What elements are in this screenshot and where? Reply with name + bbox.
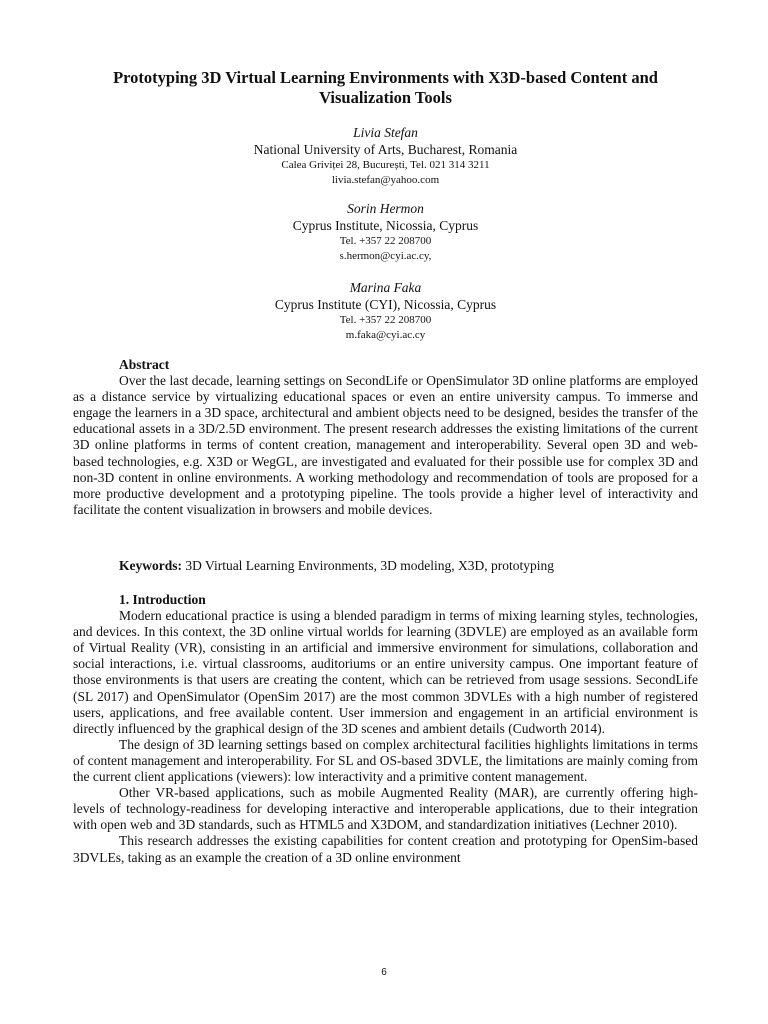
- keywords-section: [73, 558, 698, 574]
- page-number: 6: [381, 967, 387, 978]
- paragraph: Modern educational practice is using a blended paradigm in terms of mixing learning styles, technologies, and devices. In this context, the 3D online virtual worlds for learning (3DVLE) are employed as an available form of Virtual Reality (VR), consisting in an artificial and immersive environment for simulations, collaboration and social interactions, i.e. virtual classrooms, auditoriums or an entire university campus. One important feature of those environments is that users are creating the content, which can be retrieved from usage sessions. SecondLife (SL 2017) and OpenSimulator (OpenSim 2017) are the most common 3DVLEs with a high number of registered users, applications, and free available content. User immersion and engagement in an artificial environment is directly influenced by the graphical design of the 3D scenes and ambient details (Cudworth 2014).: [73, 608, 698, 736]
- paragraph: Other VR-based applications, such as mobile Augmented Reality (MAR), are currently offering high-levels of technology-readiness for developing interactive and interoperable applications, due to their integration with open web and 3D standards, such as HTML5 and X3DOM, and standardization initiatives (Lechner 2010).: [73, 785, 698, 833]
- author-institution: National University of Arts, Bucharest, Romania: [253, 142, 518, 157]
- author-email: m.faka@cyi.ac.cy: [345, 329, 426, 341]
- author-block-1: [73, 124, 698, 188]
- author-name: Marina Faka: [349, 280, 422, 295]
- paper-title: Prototyping 3D Virtual Learning Environments with X3D-based Content and Visualization Tools: [113, 68, 658, 107]
- keywords-label: Keywords:: [119, 558, 182, 573]
- introduction-section: [73, 592, 698, 866]
- abstract-heading: Abstract: [119, 357, 170, 372]
- author-email: s.hermon@cyi.ac.cy,: [339, 250, 432, 262]
- paragraph: This research addresses the existing capabilities for content creation and prototyping for OpenSim-based 3DVLEs, taking as an example the creation of a 3D online environment: [73, 833, 698, 865]
- author-address: Tel. +357 22 208700: [339, 314, 432, 326]
- abstract-section: [73, 357, 698, 518]
- paragraph: The design of 3D learning settings based on complex architectural facilities highlights limitations in terms of content management and interoperability. For SL and OS-based 3DVLE, the limitations are mainly coming from the current client applications (viewers): low interactivity and a primitive content management.: [73, 736, 698, 785]
- author-block-3: [73, 279, 698, 343]
- author-name: Livia Stefan: [353, 125, 418, 140]
- author-address: Calea Griviței 28, București, Tel. 021 314 3211: [281, 159, 490, 171]
- author-email: livia.stefan@yahoo.com: [331, 174, 440, 186]
- author-address: Tel. +357 22 208700: [339, 235, 432, 247]
- author-institution: Cyprus Institute, Nicossia, Cyprus: [292, 218, 479, 233]
- author-block-2: [73, 200, 698, 264]
- introduction-heading: 1. Introduction: [119, 592, 206, 607]
- author-name: Sorin Hermon: [347, 201, 424, 216]
- abstract-text: Over the last decade, learning settings on SecondLife or OpenSimulator 3D online platforms are employed as a distance service by virtualizing educational spaces or even an entire university campus. To immerse and engage the learners in a 3D space, architectural and ambient objects need to be designed, besides the transfer of the educational assets in a 3D/2.5D environment. The present research addresses the existing limitations of the current 3D online platforms in terms of content creation, management and interoperability. Several open 3D and web-based technologies, e.g. X3D or WegGL, are investigated and evaluated for their possible use for complex 3D and non-3D content in online environments. A working methodology and recommendation of tools are proposed for a more productive development and a prototyping pipeline. The tools provide a higher level of interactivity and facilitate the content visualization in browsers and mobile devices.: [73, 373, 698, 517]
- keywords-text: 3D Virtual Learning Environments, 3D modeling, X3D, prototyping: [182, 558, 555, 573]
- author-institution: Cyprus Institute (CYI), Nicossia, Cyprus: [274, 297, 497, 312]
